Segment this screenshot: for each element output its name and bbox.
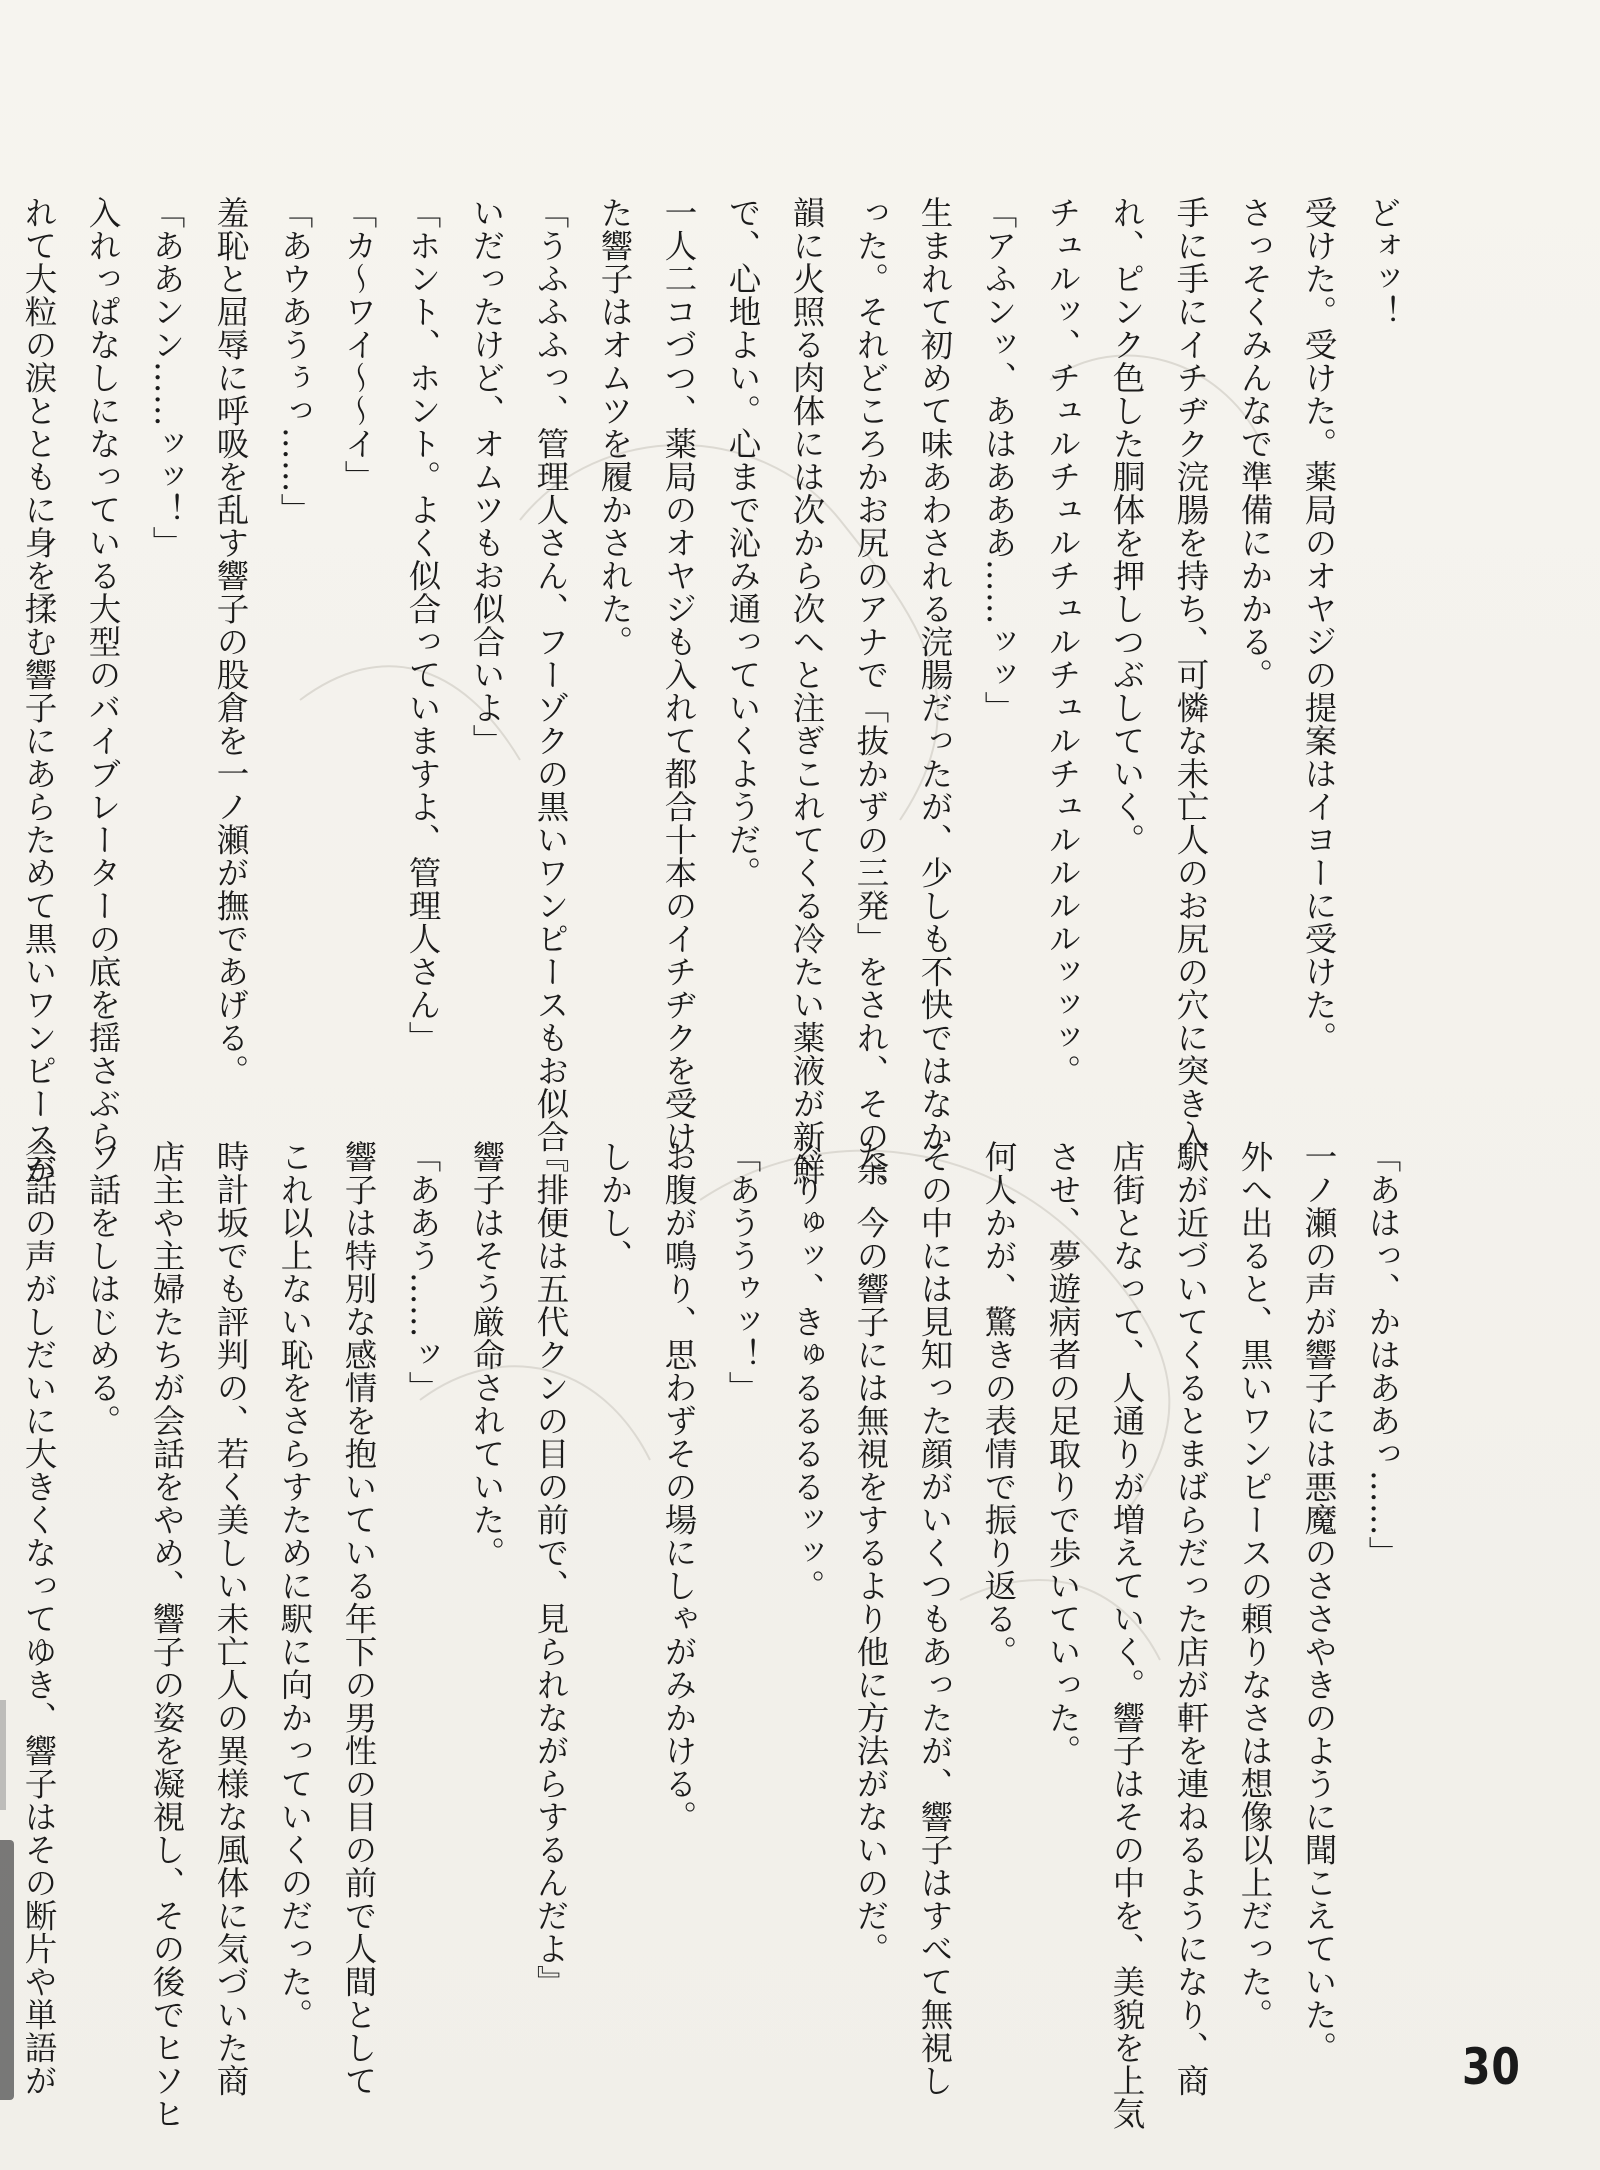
text-column: 店街となって、人通りが増えていく。響子はその中を、美貌を上気 — [1108, 1140, 1146, 2130]
text-column: 「あはっ、かはああっ……」 — [1364, 1140, 1402, 1569]
text-column: 「カ〜ワイ〜〜イ」 — [340, 196, 378, 493]
text-column: ぐりゅッ、きゅるるるるッッ。 — [788, 1140, 826, 1602]
text-column: しかし、 — [596, 1140, 634, 1272]
upper-text-block — [20, 196, 1415, 1186]
text-column: 「ああンン……ッッ！」 — [148, 196, 186, 559]
scan-edge-shadow — [0, 1700, 6, 1810]
text-column: 「あウあうぅっ……」 — [276, 196, 314, 526]
text-column: させ、夢遊病者の足取りで歩いていった。 — [1044, 1140, 1082, 1767]
text-column: チュルッ、チュルチュルチュルチュルチュルルルルッッッ。 — [1044, 196, 1082, 1087]
text-column: 「うふふふっ、管理人さん、フーゾクの黒いワンピースもお似合 — [532, 196, 570, 1153]
text-column — [0, 196, 7, 1116]
text-column: どォッ！ — [1364, 196, 1402, 328]
text-column: 入れっぱなしになっている大型のバイブレーターの底を揺さぶら — [84, 196, 122, 1153]
lower-text-block — [20, 1140, 1415, 2130]
text-column: 「アふンッ、あはあああ……ッッ」 — [980, 196, 1018, 724]
text-column: さっそくみんなで準備にかかる。 — [1236, 196, 1274, 691]
text-column: た響子はオムツを履かされた。 — [596, 196, 634, 658]
text-column: 外へ出ると、黒いワンピースの頼りなさは想像以上だった。 — [1236, 1140, 1274, 2031]
text-column: 店主や主婦たちが会話をやめ、響子の姿を凝視し、その後でヒソヒ — [148, 1140, 186, 2130]
text-column: れ、ピンク色した胴体を押しつぶしていく。 — [1108, 196, 1146, 856]
text-column: 駅が近づいてくるとまばらだった店が軒を連ねるようになり、商 — [1172, 1140, 1210, 2097]
text-column: 韻に火照る肉体には次から次へと注ぎこれてくる冷たい薬液が新鮮 — [788, 196, 826, 1186]
text-column: で、心地よい。心まで沁み通っていくようだ。 — [724, 196, 762, 889]
text-column: 響子は特別な感情を抱いている年下の男性の目の前で人間として — [340, 1140, 378, 2097]
text-column: 羞恥と屈辱に呼吸を乱す響子の股倉を一ノ瀬が撫であげる。 — [212, 196, 250, 1087]
text-column: 生まれて初めて味あわされる浣腸だったが、少しも不快ではなか — [916, 196, 954, 1153]
text-column: 「ああう……ッ」 — [404, 1140, 442, 1404]
text-column: 『排便は五代クンの目の前で、見られながらするんだよ』 — [532, 1140, 570, 1998]
text-column: これ以上ない恥をさらすために駅に向かっていくのだった。 — [276, 1140, 314, 2031]
text-column: 「ホント、ホント。よく似合っていますよ、管理人さん」 — [404, 196, 442, 1054]
page-number: 30 — [1462, 2038, 1521, 2096]
text-column: た。今の響子には無視をするより他に方法がないのだ。 — [852, 1140, 890, 1965]
text-column: 一人二コづつ、薬局のオヤジも入れて都合十本のイチヂクを受け — [660, 196, 698, 1153]
text-column: った。それどころかお尻のアナで「抜かずの三発」をされ、その余 — [852, 196, 890, 1186]
text-column: 「あううゥッ！」 — [724, 1140, 762, 1404]
text-column: ソ話をしはじめる。 — [84, 1140, 122, 1437]
text-column: お腹が鳴り、思わずその場にしゃがみかける。 — [660, 1140, 698, 1833]
text-column: 響子はそう厳命されていた。 — [468, 1140, 506, 1569]
text-column: 会話の声がしだいに大きくなってゆき、響子はその断片や単語が — [20, 1140, 58, 2097]
text-column: 時計坂でも評判の、若く美しい未亡人の異様な風体に気づいた商 — [212, 1140, 250, 2097]
text-column: 何人かが、驚きの表情で振り返る。 — [980, 1140, 1018, 1668]
text-column: れて大粒の涙とともに身を揉む響子にあらためて黒いワンピースが — [20, 196, 58, 1186]
text-column: 受けた。受けた。薬局のオヤジの提案はイヨーに受けた。 — [1300, 196, 1338, 1054]
text-column: 手に手にイチヂク浣腸を持ち、可憐な未亡人のお尻の穴に突き入 — [1172, 196, 1210, 1153]
text-column: いだったけど、オムツもお似合いよ」 — [468, 196, 506, 757]
text-column: その中には見知った顔がいくつもあったが、響子はすべて無視し — [916, 1140, 954, 2097]
text-column: 一ノ瀬の声が響子には悪魔のささやきのように聞こえていた。 — [1300, 1140, 1338, 2064]
